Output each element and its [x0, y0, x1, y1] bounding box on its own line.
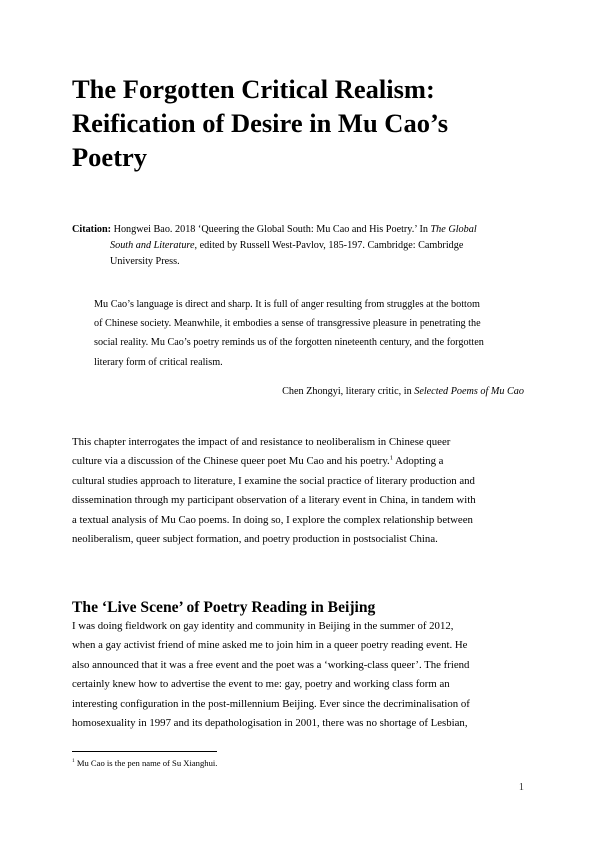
paragraph-line: I was doing fieldwork on gay identity and community in Beijing in the summer of 2012,	[72, 620, 454, 632]
citation-line: University Press.	[110, 255, 180, 267]
paragraph-line: dissemination through my participant observation of a literary event in China, in tandem with	[72, 494, 476, 507]
title-line: The Forgotten Critical Realism:	[72, 74, 435, 104]
citation-text: , edited by Russell West-Pavlov, 185-197. Cambridge: Cambridge	[194, 239, 464, 251]
epigraph-line: Mu Cao’s language is direct and sharp. It is full of anger resulting from struggles at the bottom	[94, 299, 480, 310]
citation-line	[72, 238, 532, 254]
citation-block	[72, 222, 532, 269]
paragraph-line: neoliberalism, queer subject formation, and poetry production in postsocialist China.	[72, 533, 438, 546]
footnote	[72, 757, 527, 769]
page-number: 1	[518, 782, 524, 793]
paragraph-line: when a gay activist friend of mine asked me to join him in a queer poetry reading event. He	[72, 639, 468, 652]
footnote-number: 1	[72, 758, 75, 765]
footnote-ref[interactable]: 1	[389, 454, 394, 462]
paragraph-line: a textual analysis of Mu Cao poems. In doing so, I explore the complex relationship between	[72, 513, 473, 526]
citation-label: Citation:	[72, 224, 112, 235]
title-line: Poetry	[72, 142, 148, 172]
epigraph-quote	[94, 295, 524, 372]
epigraph-attribution	[282, 384, 524, 399]
paragraph-line: also announced that it was a free event and the poet was a ‘working-class queer’. The friend	[72, 658, 470, 671]
epigraph-line: social reality. Mu Cao’s poetry reminds us of the forgotten nineteenth century, and the forgotten	[94, 337, 484, 349]
epigraph-line: of Chinese society. Meanwhile, it embodies a sense of transgressive pleasure in penetrating the	[94, 318, 481, 330]
paragraph-line: cultural studies approach to literature, I examine the social practice of literary production and	[72, 474, 475, 487]
footnote-text: Mu Cao is the pen name of Su Xianghui.	[74, 758, 218, 768]
section-paragraph	[72, 617, 527, 733]
paragraph-line: This chapter interrogates the impact of and resistance to neoliberalism in Chinese queer	[72, 436, 451, 448]
citation-line	[72, 222, 532, 238]
paragraph-line: homosexuality in 1997 and its depathologisation in 2001, there was no shortage of Lesbian,	[72, 717, 468, 730]
paragraph-line	[72, 452, 527, 471]
title-line: Reification of Desire in Mu Cao’s	[72, 108, 449, 138]
paragraph-text: Adopting a	[393, 455, 444, 468]
citation-book-title: The Global	[430, 224, 477, 235]
citation-text: Hongwei Bao. 2018 ‘Queering the Global South: Mu Cao and His Poetry.’ In	[111, 224, 431, 235]
intro-paragraph	[72, 433, 527, 549]
footnote-divider	[72, 751, 217, 752]
paper-title	[72, 72, 532, 174]
paragraph-line: certainly knew how to advertise the event to me: gay, poetry and working class form an	[72, 678, 450, 691]
paragraph-line: interesting configuration in the post-millennium Beijing. Ever since the decriminalisation of	[72, 697, 470, 710]
citation-book-title: South and Literature	[110, 239, 195, 251]
epigraph-line: literary form of critical realism.	[94, 356, 223, 368]
section-heading: The ‘Live Scene’ of Poetry Reading in Beijing	[72, 599, 376, 616]
attribution-source: Selected Poems of Mu Cao	[414, 386, 524, 397]
paragraph-text: culture via a discussion of the Chinese queer poet Mu Cao and his poetry.	[72, 455, 390, 468]
attribution-text: Chen Zhongyi, literary critic, in	[282, 386, 415, 397]
